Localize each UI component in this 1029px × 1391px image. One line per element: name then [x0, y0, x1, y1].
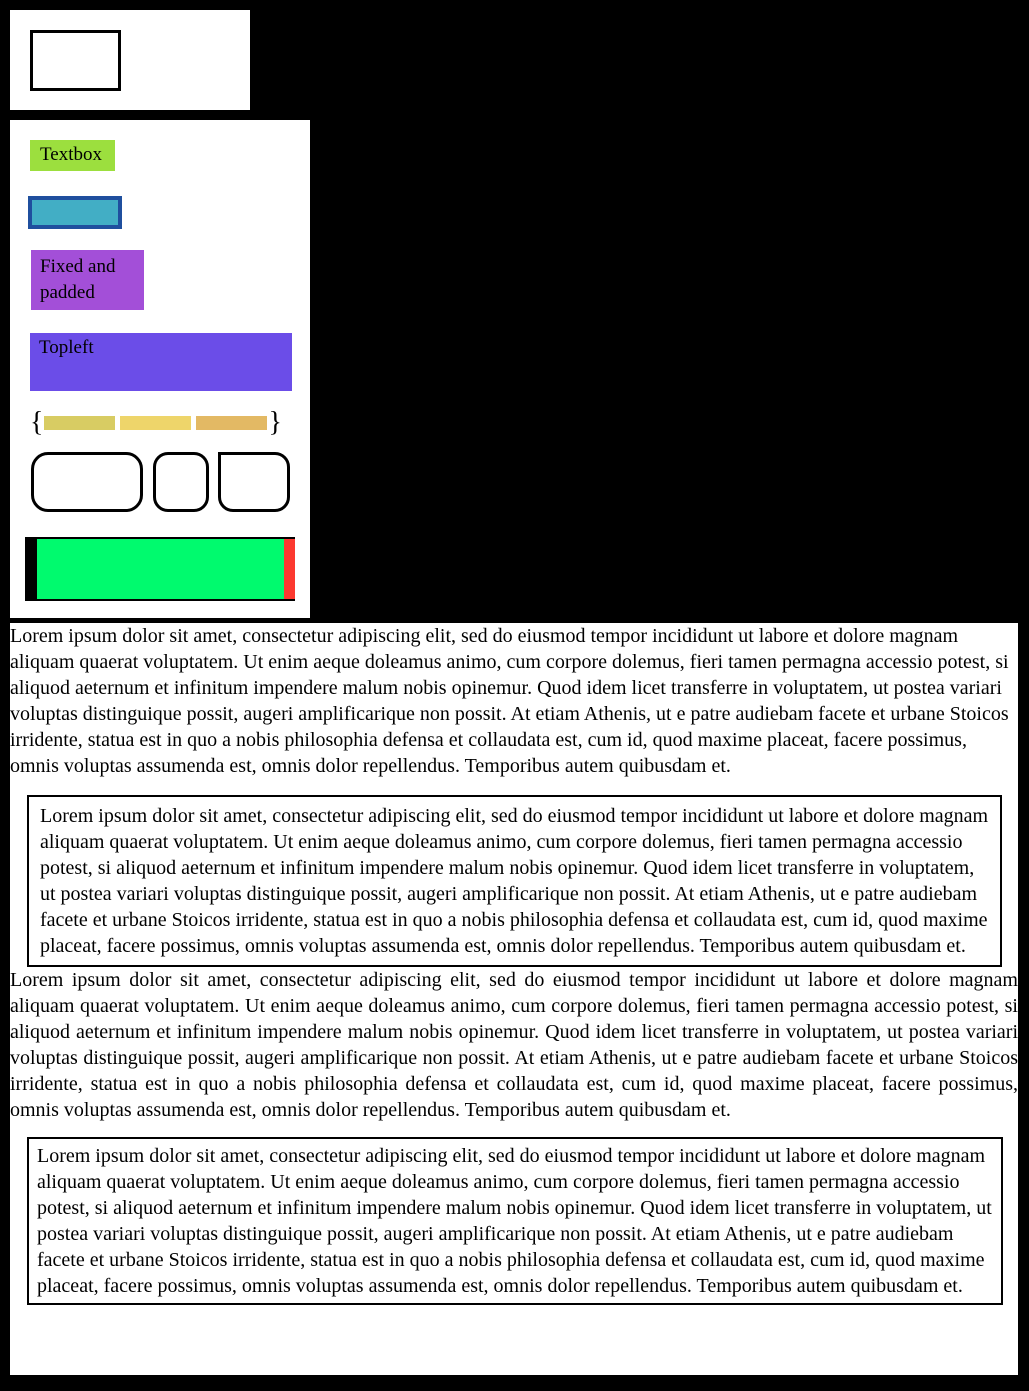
rounded-button-square-corner[interactable] [218, 452, 290, 512]
teal-input-box[interactable] [28, 196, 122, 229]
textbox-widget[interactable]: Textbox [30, 140, 115, 171]
top-panel [10, 10, 250, 110]
color-swatch-3 [196, 416, 267, 430]
fixed-padded-box: Fixed and padded [31, 250, 144, 310]
close-brace: } [268, 407, 282, 438]
progress-end-marker [284, 539, 295, 599]
brace-swatch-row [30, 406, 282, 440]
topleft-box: Topleft [30, 333, 292, 391]
lorem-paragraph-justified: Lorem ipsum dolor sit amet, consectetur adipiscing elit, sed do eiusmod tempor incididunt ut labore et dolore magnam aliquam quaerat voluptatem. Ut enim aeque doleamus animo, cum corpore dolemus, fieri tamen permagna accessio potest, si aliquod aeternum et infinitum impendere malum nobis opinemur. Quod idem licet transferre in voluptatem, ut postea variari voluptas distinguique possit, augeri amplificarique non possit. At etiam Athenis, ut e patre audiebam facete et urbane Stoicos irridente, statua est in quo a nobis philosophia defensa et collaudata est, cum id, quod maxime placeat, facere possimus, omnis voluptas assumenda est, omnis dolor repellendus. Temporibus autem quibusdam et. [10, 969, 1018, 1121]
progress-track-start [25, 539, 37, 599]
color-swatch-2 [120, 416, 191, 430]
color-swatch-1 [44, 416, 115, 430]
lorem-paragraph-boxed-2: Lorem ipsum dolor sit amet, consectetur adipiscing elit, sed do eiusmod tempor incididunt ut labore et dolore magnam aliquam quaerat voluptatem. Ut enim aeque doleamus animo, cum corpore dolemus, fieri tamen permagna accessio potest, si aliquod aeternum et infinitum impendere malum nobis opinemur. Quod idem licet transferre in voluptatem, ut postea variari voluptas distinguique possit, augeri amplificarique non possit. At etiam Athenis, ut e patre audiebam facete et urbane Stoicos irridente, statua est in quo a nobis philosophia defensa et collaudata est, cum id, quod maxime placeat, facere possimus, omnis voluptas assumenda est, omnis dolor repellendus. Temporibus autem quibusdam et. [37, 1145, 992, 1297]
lorem-paragraph-boxed-1: Lorem ipsum dolor sit amet, consectetur adipiscing elit, sed do eiusmod tempor incididunt ut labore et dolore magnam aliquam quaerat voluptatem. Ut enim aeque doleamus animo, cum corpore dolemus, fieri tamen permagna accessio potest, si aliquod aeternum et infinitum impendere malum nobis opinemur. Quod idem licet transferre in voluptatem, ut postea variari voluptas distinguique possit, augeri amplificarique non possit. At etiam Athenis, ut e patre audiebam facete et urbane Stoicos irridente, statua est in quo a nobis philosophia defensa et collaudata est, cum id, quod maxime placeat, facere possimus, omnis voluptas assumenda est, omnis dolor repellendus. Temporibus autem quibusdam et. [40, 805, 989, 957]
lorem-bordered-box-2 [27, 1137, 1003, 1305]
rounded-button-large[interactable] [31, 452, 143, 512]
rounded-button-small[interactable] [153, 452, 209, 512]
open-brace: { [30, 407, 44, 438]
text-panel [10, 623, 1018, 1375]
lorem-bordered-box-1 [27, 795, 1002, 967]
progress-fill [37, 539, 284, 599]
widgets-panel [10, 120, 310, 618]
lorem-paragraph-plain-1: Lorem ipsum dolor sit amet, consectetur adipiscing elit, sed do eiusmod tempor incididunt ut labore et dolore magnam aliquam quaerat voluptatem. Ut enim aeque doleamus animo, cum corpore dolemus, fieri tamen permagna accessio potest, si aliquod aeternum et infinitum impendere malum nobis opinemur. Quod idem licet transferre in voluptatem, ut postea variari voluptas distinguique possit, augeri amplificarique non possit. At etiam Athenis, ut e patre audiebam facete et urbane Stoicos irridente, statua est in quo a nobis philosophia defensa et collaudata est, cum id, quod maxime placeat, facere possimus, omnis voluptas assumenda est, omnis dolor repellendus. Temporibus autem quibusdam et. [10, 625, 1009, 777]
outlined-box [30, 30, 121, 91]
progress-bar [25, 537, 295, 601]
